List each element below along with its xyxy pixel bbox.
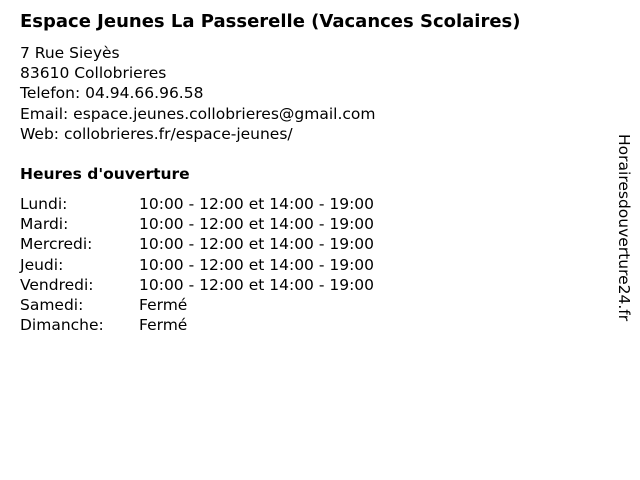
day-label: Mardi: — [20, 215, 69, 234]
hours-row-thursday — [20, 255, 440, 275]
site-name-vertical: Horairesdouverture24.fr — [615, 134, 633, 322]
day-label: Samedi: — [20, 295, 84, 314]
opening-hours-table — [20, 194, 440, 335]
day-label: Dimanche: — [20, 316, 104, 335]
email-line: Email: espace.jeunes.collobrieres@gmail.com — [20, 104, 376, 123]
hours-row-monday — [20, 194, 440, 214]
day-hours: 10:00 - 12:00 et 14:00 - 19:00 — [139, 195, 375, 213]
day-label: Lundi: — [20, 195, 68, 213]
day-hours: 10:00 - 12:00 et 14:00 - 19:00 — [139, 255, 375, 274]
day-label: Mercredi: — [20, 235, 93, 254]
day-hours: 10:00 - 12:00 et 14:00 - 19:00 — [139, 215, 375, 234]
address-block — [20, 43, 376, 144]
opening-hours-heading: Heures d'ouverture — [20, 165, 190, 183]
web-line: Web: collobrieres.fr/espace-jeunes/ — [20, 124, 293, 143]
day-hours: 10:00 - 12:00 et 14:00 - 19:00 — [139, 275, 375, 294]
day-hours: 10:00 - 12:00 et 14:00 - 19:00 — [139, 235, 375, 254]
page-title: Espace Jeunes La Passerelle (Vacances Scolaires) — [20, 11, 521, 32]
phone-line: Telefon: 04.94.66.96.58 — [20, 84, 204, 103]
postal-city: 83610 Collobrieres — [20, 64, 167, 83]
hours-row-saturday — [20, 295, 440, 315]
hours-row-tuesday — [20, 214, 440, 234]
day-hours: Fermé — [139, 316, 188, 335]
day-label: Vendredi: — [20, 275, 94, 294]
street-address: 7 Rue Sieyès — [20, 44, 120, 62]
hours-row-wednesday — [20, 234, 440, 254]
hours-row-sunday — [20, 315, 440, 335]
site-watermark — [612, 134, 636, 374]
hours-row-friday — [20, 275, 440, 295]
day-label: Jeudi: — [20, 255, 64, 274]
day-hours: Fermé — [139, 295, 188, 314]
